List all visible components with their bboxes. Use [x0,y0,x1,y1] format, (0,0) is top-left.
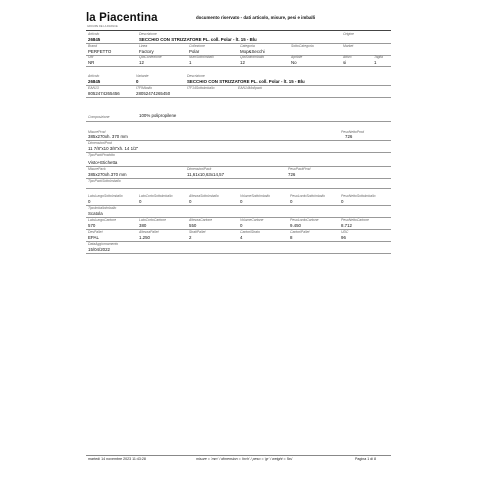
field-value-pesonettocartone: 8.712 [341,223,352,228]
field-value-latocortosottoimballo: 0 [139,199,142,204]
field-label-dataaggiornamento: DataAggiornamento [88,242,119,246]
field-label-pesopackprod: PesoPackProd [288,167,311,171]
row-divider [86,166,391,167]
field-value-numsottoimballi: 1 [189,60,192,65]
row-divider [86,97,391,98]
field-label-dimensionipack: DimensioniPack [187,167,212,171]
field-label-pesonettosottoimballo: PesoNettoSottolmballo [341,194,376,198]
field-value-brand: PERFETTO [88,48,112,54]
field-label-pesonettoprod: PesoNettoProd [341,129,364,134]
field-value-apribile: No [291,60,297,65]
field-value-categoria: Mop&Secchi [240,48,265,54]
field-label-altezzacartone: AltezzaCartone [189,218,213,222]
field-value-cartonipallet: 8 [290,235,293,240]
field-label-altezzasottoimballo: AltezzaSottolmballo [189,194,219,198]
field-value-descrizione: SECCHIO CON STRIZZATORE PL. coll. Polar - lt. 15 - Blu [139,37,257,42]
field-label-articolo-2: Articolo [88,74,100,78]
brand-tagline: GROUPE DE LA FRANCE [87,25,118,28]
row-divider [86,121,391,122]
field-value-variante: 0 [136,79,139,84]
field-value-tipopackprodotto: Visto+Etichetta [88,160,118,165]
field-value-pesolordosottoimballo: 0 [290,199,293,204]
field-label-categoria: Categoria [240,43,255,48]
row-divider [86,140,391,141]
field-value-dimensionipack: 11,61x10,63x14,57 [187,172,225,177]
field-label-apribile: Apribile [291,55,303,59]
field-value-articolo: 26845 [88,37,101,42]
row-divider [86,152,391,153]
field-value-linea: Factory [139,48,154,54]
field-label-ean14mollpack: EAN14Mollpack [238,86,263,90]
row-divider [86,178,391,179]
field-label-cartonistrato: CartoniStrato [240,230,260,234]
field-label-collezione: Collezione [189,43,205,48]
field-value-altezzacartone: 550 [189,223,197,228]
field-label-variante: Variante [136,74,149,78]
field-label-qtaconfezione: QtaConfezione [139,55,162,59]
footer-datetime: martedì 14 novembre 2023 11:43:28 [88,457,146,461]
field-value-dimensioniprod: 11 7/8"x10 3/8"xh. 14 1/2" [88,146,139,151]
field-label-dimensioniprod: DimensioniProd [88,141,112,145]
field-value-udc: 96 [341,235,346,240]
field-value-despallet: EPAL [88,235,99,240]
row-divider [86,253,391,254]
field-value-pesopackprod: 726 [288,172,296,177]
field-label-pesonettocartone: PesoNettoCartone [341,218,369,222]
field-label-volumesottoimballo: VolumeSottolmballo [240,194,271,198]
footer-divider [86,455,391,456]
document-title: documento riservato - dati articolo, misure, pesi e imballi [196,15,316,20]
field-label-itf14sottoimballo: ITF14Sottolmballo [187,86,215,90]
field-value-volumesottoimballo: 0 [240,199,243,204]
field-label-itfimballo: ITFIMballo [136,86,153,90]
field-value-qtasottoimballo: 12 [240,60,245,65]
field-label-origine: Origine [343,32,354,36]
row-divider [86,66,391,67]
field-value-altezzasottoimballo: 0 [189,199,192,204]
field-label-latolungocartone: LatoLungoCartone [88,218,117,222]
footer-page-number: Pagina 1 di 8 [355,457,376,461]
row-divider [86,241,391,242]
footer-units-note: misure = 'mm' / dimension = 'inch' / peso = 'gr' / weight = 'lbs' [196,457,293,461]
field-label-volumecartone: VolumeCartone [240,218,264,222]
row-divider [86,188,391,189]
field-label-tipoimballo: TipoImballolmballo [88,206,117,210]
field-label-latocortosottoimballo: LatoCortoSottolmballo [139,194,173,198]
field-label-misureprod: MisureProd [88,129,106,134]
field-value-collezione: Polar [189,48,200,54]
field-label-tipopackprodotto: TipoPackProdotto [88,153,115,157]
field-value-um: NR [88,60,95,65]
field-label-linea: Linea [139,43,148,48]
field-value-stratipallet: 2 [189,235,192,240]
brand-logo: la Piacentina [86,12,158,24]
field-value-latolungocartone: 570 [88,223,96,228]
field-label-misurepack: MisurePack [88,167,106,171]
field-label-descrizione: Descrizione [139,32,157,36]
field-label-um: UM [88,55,94,59]
field-value-pesonettosottoimballo: 0 [341,199,344,204]
field-label-latocortocartone: LatoCortoCartone [139,218,166,222]
field-value-composizione: 100% polipropilene [139,113,177,118]
field-label-altezzapallet: AltezzaPallet [139,230,159,234]
field-value-qtaconfezione: 12 [139,60,144,65]
field-label-tipopacksottoimballo: TipoPackSottolmballo [88,179,121,183]
field-value-ean13: 8052474265456 [88,91,120,96]
field-value-cartonistrato: 4 [240,235,243,240]
field-label-sottocategoria: SottoCategoria [291,43,314,48]
field-value-dataaggiornamento: 15/04/2022 [88,247,110,252]
field-label-udc: UDC [341,230,349,234]
field-label-ean13: EAN13 [88,86,99,90]
row-divider [86,205,391,206]
field-label-pesolordosottoimballo: PesoLordoSottolmballo [290,194,326,198]
field-value-taglia: 1 [374,60,377,65]
field-label-cartonipallet: CartoniPallet [290,230,310,234]
field-value-itfimballo: 28052474265450 [136,91,171,96]
field-value-articolo-2: 26845 [88,79,101,84]
field-label-attivo: Attivo [343,55,352,59]
field-value-pesonettoprod: 726 [345,134,353,139]
field-value-altezzapallet: 1.250 [139,235,150,240]
field-label-stratipallet: StratiPallet [189,230,206,234]
field-value-pesolordocartone: 9.450 [290,223,301,228]
header-divider [86,30,391,31]
field-label-qtasottoimballo: QtaSottolmballo [240,55,265,59]
field-value-attivo: si [343,60,347,65]
field-label-despallet: DesPallet [88,230,103,234]
field-value-latocortocartone: 380 [139,223,147,228]
field-value-latolungosottoimballo: 0 [88,199,91,204]
field-label-numsottoimballi: NumSottolmballi [189,55,214,59]
field-label-taglia: Taglia [374,55,383,59]
field-label-descrizione-2: Descrizione [187,74,205,78]
field-label-brand: Brand [88,43,98,48]
field-label-articolo: Articolo [88,32,100,36]
field-value-misurepack: 385x270xh.370 mm [88,172,127,177]
field-value-descrizione-2: SECCHIO CON STRIZZATORE PL. coll. Polar - lt. 15 - Blu [187,79,305,84]
field-value-misureprod: 385x270xh. 370 mm [88,134,128,139]
field-value-volumecartone: 0 [240,223,243,228]
field-label-latolungosottoimballo: LatoLungoSottolmballo [88,194,123,198]
field-label-market: Market [343,43,354,48]
field-label-composizione: Composizione [88,115,110,119]
field-label-pesolordocartone: PesoLordoCartone [290,218,319,222]
field-value-tipoimballo: Scatola [88,211,103,216]
